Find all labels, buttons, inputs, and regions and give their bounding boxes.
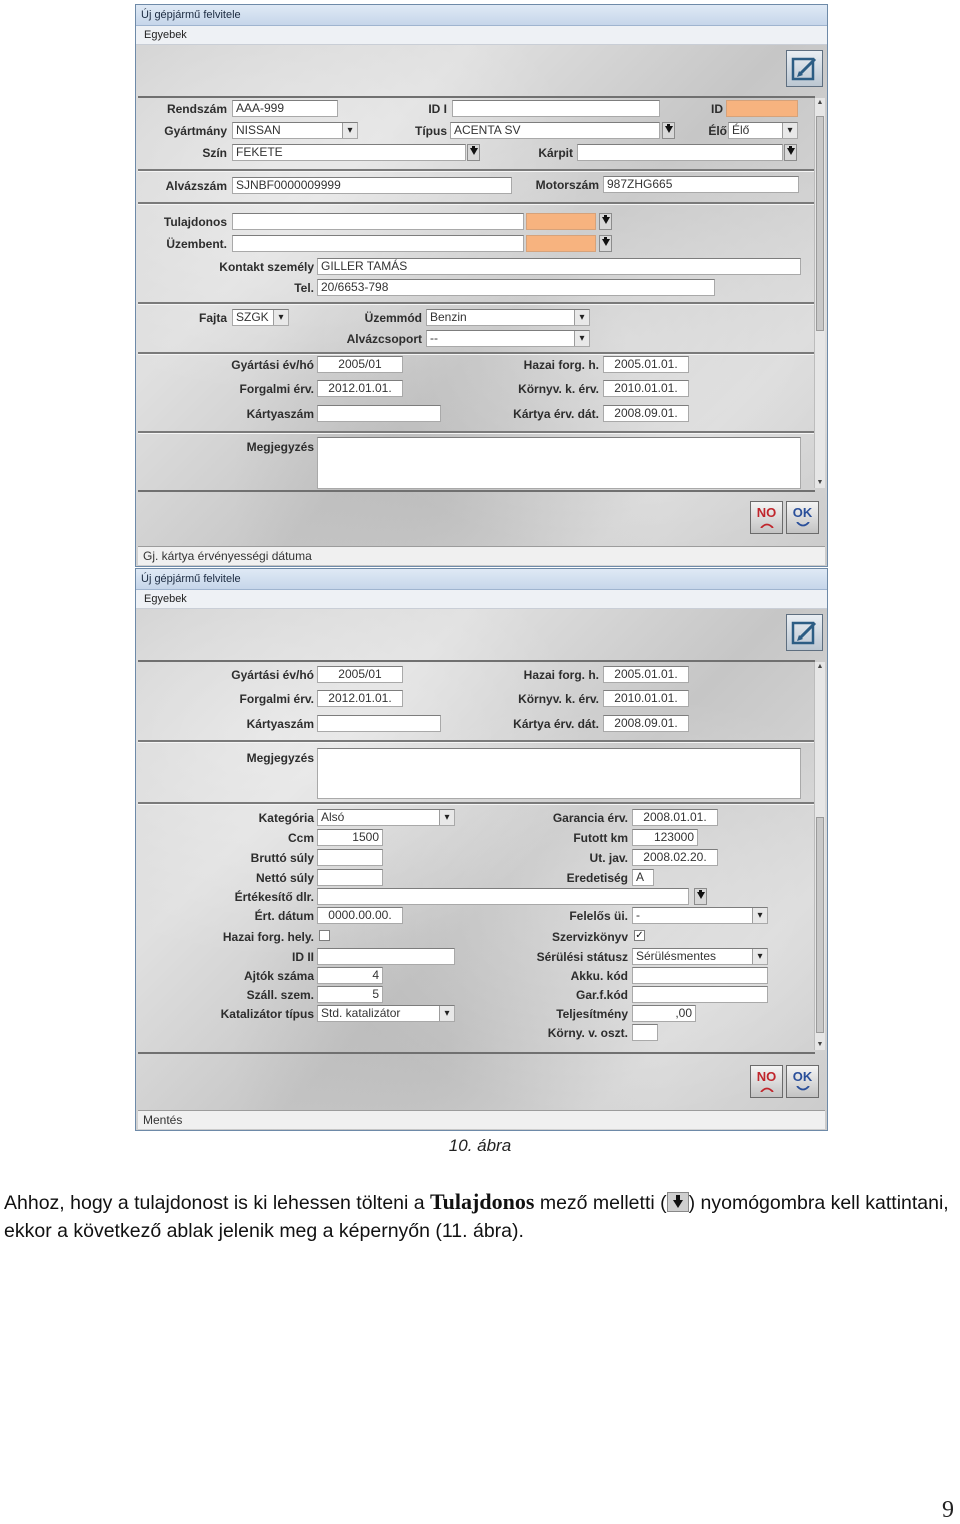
netto-label: Nettó súly <box>255 871 314 885</box>
uzembent-field[interactable] <box>232 235 524 252</box>
edit-icon-button[interactable] <box>786 50 823 87</box>
id1-field[interactable] <box>452 100 660 117</box>
gyartmany-select[interactable]: NISSAN ▾ <box>232 122 358 139</box>
ertekesito-picker-icon[interactable] <box>694 888 707 905</box>
ok-button[interactable] <box>786 501 819 534</box>
window-title: Új gépjármű felvitele <box>136 5 827 26</box>
motorszam-field[interactable]: 987ZHG665 <box>603 176 799 193</box>
serulesi-select[interactable]: Sérülésmentes ▾ <box>632 948 768 965</box>
window-bottom <box>135 568 828 1131</box>
button-bar <box>138 1055 825 1105</box>
rendszam-label: Rendszám <box>166 102 227 116</box>
hazai-hely-label: Hazai forg. hely. <box>222 930 314 944</box>
menu-egyebek[interactable]: Egyebek <box>136 26 827 45</box>
scroll-down-icon[interactable]: ▼ <box>816 1041 824 1048</box>
hazai-label: Hazai forg. h. <box>523 358 599 372</box>
karpit-field[interactable] <box>577 144 783 161</box>
kontakt-field[interactable]: GILLER TAMÁS <box>317 258 801 275</box>
paragraph-bold-term: Tulajdonos <box>430 1189 535 1214</box>
gyartasi-label: Gyártási év/hó <box>231 668 314 682</box>
megjegyzes-field[interactable] <box>317 437 801 489</box>
ok-label: OK <box>792 1069 813 1084</box>
szervizkonyv-checkbox[interactable]: ✓ <box>635 930 644 941</box>
no-label: NO <box>756 505 777 520</box>
tel-label: Tel. <box>294 281 314 295</box>
elo-select[interactable]: Élő ▾ <box>728 122 798 139</box>
kornyv-oszt-field[interactable] <box>632 1024 658 1041</box>
kornyv-label: Környv. k. érv. <box>518 382 599 396</box>
hazai-label: Hazai forg. h. <box>523 668 599 682</box>
frown-icon <box>760 1086 774 1092</box>
uzembent-label: Üzembent. <box>166 237 227 251</box>
karpit-picker-icon[interactable] <box>784 144 797 161</box>
scroll-down-icon[interactable]: ▼ <box>816 479 824 486</box>
body-paragraph <box>4 1188 956 1245</box>
no-label: NO <box>756 1069 777 1084</box>
felelos-label: Felelős üi. <box>569 909 628 923</box>
forgalmi-field[interactable]: 2012.01.01. <box>317 380 403 397</box>
gyartasi-field[interactable]: 2005/01 <box>317 666 403 683</box>
ert-datum-field[interactable]: 0000.00.00. <box>317 907 403 924</box>
ajtok-label: Ajtók száma <box>243 969 314 983</box>
netto-field[interactable] <box>317 869 383 886</box>
kartya-erv-label: Kártya érv. dát. <box>513 717 599 731</box>
status-bar: Mentés <box>138 1110 825 1129</box>
paragraph-text-after: ) nyomógombra kell kattintani, ekkor a következő ablak jelenik meg a képernyőn (11. ábra). <box>4 1192 949 1242</box>
ok-label: OK <box>792 505 813 520</box>
tipus-field[interactable]: ACENTA SV <box>450 122 660 139</box>
teljesitmeny-label: Teljesítmény <box>556 1007 628 1021</box>
katalizator-select[interactable]: Std. katalizátor ▾ <box>317 1005 455 1022</box>
id1-label: ID I <box>428 102 447 116</box>
eredetiseg-field[interactable]: A <box>632 869 654 886</box>
kornyv-oszt-label: Körny. v. oszt. <box>547 1026 628 1040</box>
paragraph-text-before: Ahhoz, hogy a tulajdonost is ki lehessen tölteni a <box>4 1192 431 1214</box>
vertical-scrollbar[interactable] <box>814 662 825 1050</box>
scroll-up-icon[interactable]: ▲ <box>816 99 824 106</box>
alvazszam-field[interactable]: SJNBF0000009999 <box>232 177 512 194</box>
elo-label: Élő <box>708 124 727 138</box>
garf-label: Gar.f.kód <box>575 988 628 1002</box>
gyartasi-field[interactable]: 2005/01 <box>317 356 403 373</box>
brutto-field[interactable] <box>317 849 383 866</box>
smile-icon <box>796 1086 810 1092</box>
forgalmi-label: Forgalmi érv. <box>239 692 314 706</box>
utjav-field[interactable]: 2008.02.20. <box>632 849 718 866</box>
kartyaszam-field[interactable] <box>317 715 441 732</box>
eredetiseg-label: Eredetiség <box>566 871 628 885</box>
szall-label: Száll. szem. <box>246 988 314 1002</box>
kornyv-field[interactable]: 2010.01.01. <box>603 690 689 707</box>
hazai-field[interactable]: 2005.01.01. <box>603 356 689 373</box>
kontakt-label: Kontakt személy <box>219 260 314 274</box>
utjav-label: Ut. jav. <box>589 851 628 865</box>
fajta-label: Fajta <box>198 311 227 325</box>
kartya-erv-field[interactable]: 2008.09.01. <box>603 405 689 422</box>
futott-label: Futott km <box>573 831 628 845</box>
smile-icon <box>796 522 810 528</box>
tulajdonos-label: Tulajdonos <box>163 215 227 229</box>
serulesi-label: Sérülési státusz <box>536 950 628 964</box>
ccm-field[interactable]: 1500 <box>317 829 383 846</box>
gyartmany-label: Gyártmány <box>164 124 227 138</box>
id2-field[interactable] <box>317 948 455 965</box>
gyartasi-label: Gyártási év/hó <box>231 358 314 372</box>
forgalmi-label: Forgalmi érv. <box>239 382 314 396</box>
id2-label: ID II <box>291 950 314 964</box>
id-field[interactable] <box>726 100 798 117</box>
status-bar: Gj. kártya érvényességi dátuma <box>138 546 825 565</box>
id-label: ID <box>711 102 723 116</box>
button-bar <box>138 491 825 541</box>
tulajdonos-picker-icon[interactable] <box>599 213 612 230</box>
rendszam-field[interactable]: AAA-999 <box>232 100 338 117</box>
alvazszam-label: Alvázszám <box>165 179 227 193</box>
szervizkonyv-label: Szervizkönyv <box>551 930 628 944</box>
megjegyzes-label: Megjegyzés <box>246 751 314 765</box>
hazai-field[interactable]: 2005.01.01. <box>603 666 689 683</box>
tel-field[interactable]: 20/6653-798 <box>317 279 715 296</box>
scroll-thumb[interactable] <box>816 817 824 1033</box>
megjegyzes-field[interactable] <box>317 748 801 799</box>
katalizator-label: Katalizátor típus <box>220 1007 314 1021</box>
alvazcsoport-label: Alvázcsoport <box>346 332 422 346</box>
alvazcsoport-select[interactable]: -- ▾ <box>426 330 590 347</box>
brutto-label: Bruttó súly <box>250 851 314 865</box>
edit-icon <box>787 51 822 86</box>
paragraph-text-middle: mező melletti ( <box>534 1192 667 1214</box>
karpit-label: Kárpit <box>538 146 573 160</box>
frown-icon <box>760 522 774 528</box>
akku-label: Akku. kód <box>570 969 628 983</box>
ajtok-field[interactable]: 4 <box>317 967 383 984</box>
menu-egyebek[interactable]: Egyebek <box>136 590 827 609</box>
szin-label: Szín <box>202 146 227 160</box>
futott-field[interactable]: 123000 <box>632 829 698 846</box>
tulajdonos-field[interactable] <box>232 213 524 230</box>
kartya-erv-label: Kártya érv. dát. <box>513 407 599 421</box>
garf-field[interactable] <box>632 986 768 1003</box>
no-button[interactable] <box>750 501 783 534</box>
forgalmi-field[interactable]: 2012.01.01. <box>317 690 403 707</box>
kornyv-field[interactable]: 2010.01.01. <box>603 380 689 397</box>
uzemmod-label: Üzemmód <box>364 311 422 325</box>
scroll-up-icon[interactable]: ▲ <box>816 663 824 670</box>
ertekesito-field[interactable] <box>317 888 689 905</box>
vertical-scrollbar[interactable] <box>814 98 825 488</box>
tipus-label: Típus <box>415 124 447 138</box>
felelos-select[interactable]: - ▾ <box>632 907 768 924</box>
kartyaszam-label: Kártyaszám <box>246 717 314 731</box>
garancia-label: Garancia érv. <box>552 811 628 825</box>
fajta-select[interactable]: SZGK ▾ <box>232 309 289 326</box>
scroll-thumb[interactable] <box>816 116 824 331</box>
uzembent-picker-icon[interactable] <box>599 235 612 252</box>
uzembent-code-field[interactable] <box>526 235 596 252</box>
kartya-erv-field[interactable]: 2008.09.01. <box>603 715 689 732</box>
ert-datum-label: Ért. dátum <box>254 909 314 923</box>
page-number: 9 <box>942 1497 954 1523</box>
kategoria-label: Kategória <box>258 811 314 825</box>
szin-picker-icon[interactable] <box>467 144 480 161</box>
edit-icon-button[interactable] <box>786 614 823 651</box>
megjegyzes-label: Megjegyzés <box>246 440 314 454</box>
ok-button[interactable] <box>786 1065 819 1098</box>
ertekesito-label: Értékesítő dlr. <box>234 890 314 904</box>
motorszam-label: Motorszám <box>535 178 599 192</box>
teljesitmeny-field[interactable]: ,00 <box>632 1005 696 1022</box>
no-button[interactable] <box>750 1065 783 1098</box>
window-top <box>135 4 828 567</box>
kartyaszam-field[interactable] <box>317 405 441 422</box>
hazai-hely-checkbox[interactable] <box>319 930 330 941</box>
kategoria-select[interactable]: Alsó ▾ <box>317 809 455 826</box>
picker-button-icon <box>667 1192 689 1212</box>
uzemmod-select[interactable]: Benzin ▾ <box>426 309 590 326</box>
szin-field[interactable]: FEKETE <box>232 144 466 161</box>
kornyv-label: Környv. k. érv. <box>518 692 599 706</box>
tipus-picker-icon[interactable] <box>662 122 675 139</box>
ccm-label: Ccm <box>287 831 314 845</box>
window-title: Új gépjármű felvitele <box>136 569 827 590</box>
kartyaszam-label: Kártyaszám <box>246 407 314 421</box>
figure-caption: 10. ábra <box>448 1136 512 1155</box>
garancia-field[interactable]: 2008.01.01. <box>632 809 718 826</box>
edit-icon <box>787 615 822 650</box>
tulajdonos-code-field[interactable] <box>526 213 596 230</box>
szall-field[interactable]: 5 <box>317 986 383 1003</box>
akku-field[interactable] <box>632 967 768 984</box>
